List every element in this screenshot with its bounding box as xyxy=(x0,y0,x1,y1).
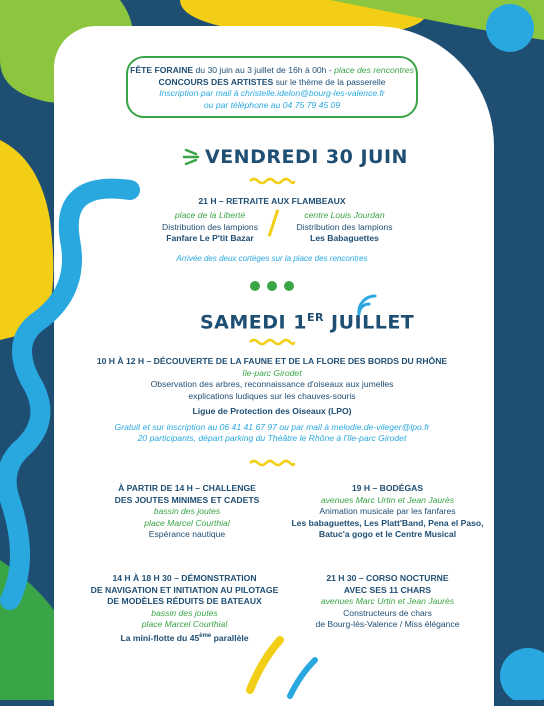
left-line1: Distribution des lampions xyxy=(161,221,258,232)
left-line2: Fanfare Le P'tit Bazar xyxy=(166,233,254,243)
corso-line2: de Bourg-lès-Valence / Miss élégance xyxy=(315,619,460,629)
concours-label: CONCOURS DES ARTISTES xyxy=(158,76,274,87)
concours-text: sur le thème de la passerelle xyxy=(273,76,386,87)
inscription-text: Inscription par mail à christelle.idelon@bourg-les-valence.fr xyxy=(159,88,385,98)
wave-divider-icon xyxy=(248,338,296,346)
wave-divider-icon xyxy=(248,459,296,467)
joutes-place2: place Marcel Courthial xyxy=(144,517,230,528)
vendredi-note: Arrivée des deux cortèges sur la place des rencontres xyxy=(176,254,368,263)
demo-org xyxy=(82,631,287,644)
joutes-title2: DES JOUTES MINIMES ET CADETS xyxy=(114,494,260,505)
joutes-block xyxy=(92,483,282,541)
faune-title: 10 H À 12 H – DÉCOUVERTE DE LA FAUNE ET DE LA FLORE DES BORDS DU RHÔNE xyxy=(96,356,448,366)
faune-line1: Observation des arbres, reconnaissance d'oiseaux aux jumelles xyxy=(150,379,394,389)
faune-info1: Gratuit et sur inscription au 06 41 41 67 97 ou par mail à melodie.de-vileger@lpo.fr xyxy=(114,421,430,432)
green-dots-icon xyxy=(248,280,298,292)
corso-block xyxy=(285,573,490,631)
faune-line2: explications ludiques sur les chauves-souris xyxy=(188,390,356,401)
corso-line1: Constructeurs de chars xyxy=(343,607,432,618)
demo-title1: 14 H À 18 H 30 – DÉMONSTRATION xyxy=(112,573,257,583)
demo-title2: DE NAVIGATION ET INITIATION AU PILOTAGE xyxy=(90,584,279,595)
faune-place: île-parc Girodet xyxy=(242,367,302,378)
right-line2: Les Babaguettes xyxy=(310,233,379,243)
demo-title3: DE MODÈLES RÉDUITS DE BATEAUX xyxy=(107,596,262,606)
samedi-title-sup: ER xyxy=(306,311,324,324)
vendredi-title: VENDREDI 30 JUIN xyxy=(205,146,408,168)
demo-org-a: La mini-flotte du 45 xyxy=(120,632,200,643)
joutes-place1: bassin des joutes xyxy=(153,506,221,516)
bodegas-line3: Batuc'a gogo et le Centre Musical xyxy=(318,529,457,539)
samedi-title xyxy=(200,311,414,333)
info-box xyxy=(126,56,418,118)
bodegas-line2: Les babaguettes, Les Platt'Band, Pena el Paso, xyxy=(291,517,484,528)
samedi-title-b: JUILLET xyxy=(323,311,415,334)
telephone-text: ou par téléphone au 04 75 79 45 09 xyxy=(203,99,341,110)
fete-place: place des rencontres xyxy=(334,65,414,75)
demo-org-b: parallèle xyxy=(211,632,249,643)
bodegas-place: avenues Marc Urtin et Jean Jaurès xyxy=(320,494,455,505)
demo-block xyxy=(82,573,287,644)
wave-divider-icon xyxy=(248,177,296,185)
bodegas-block xyxy=(285,483,490,541)
corso-title1: 21 H 30 – CORSO NOCTURNE xyxy=(326,573,449,583)
demo-place2: place Marcel Courthial xyxy=(141,619,228,629)
corso-title2: AVEC SES 11 CHARS xyxy=(343,584,432,595)
joutes-title1: À PARTIR DE 14 H – CHALLENGE xyxy=(118,483,256,493)
faune-block xyxy=(0,356,544,445)
samedi-title-a: SAMEDI 1 xyxy=(200,311,307,334)
fete-label: FÊTE FORAINE xyxy=(130,65,194,75)
vendredi-right-column xyxy=(272,210,417,245)
vendredi-left-column xyxy=(140,210,280,245)
corso-place: avenues Marc Urtin et Jean Jaurès xyxy=(320,596,455,606)
right-line1: Distribution des lampions xyxy=(296,221,393,232)
demo-org-sup: ème xyxy=(199,632,212,639)
radio-waves-icon xyxy=(355,292,381,318)
bodegas-line1: Animation musicale par les fanfares xyxy=(319,506,456,516)
spark-icon xyxy=(182,146,200,168)
fete-text: du 30 juin au 3 juillet de 16h à 00h - xyxy=(193,65,335,75)
right-place: centre Louis Jourdan xyxy=(304,210,385,220)
faune-org: Ligue de Protection des Oiseaux (LPO) xyxy=(192,406,352,416)
faune-info2: 20 participants, départ parking du Théâtre le Rhône à l'île-parc Girodet xyxy=(137,433,407,443)
demo-place1: bassin des joutes xyxy=(151,607,218,618)
left-place: place de la Liberté xyxy=(174,210,246,220)
bodegas-title: 19 H – BODÉGAS xyxy=(351,483,424,493)
joutes-org: Espérance nautique xyxy=(148,529,226,539)
vendredi-event-title: 21 H – RETRAITE AUX FLAMBEAUX xyxy=(198,196,346,206)
